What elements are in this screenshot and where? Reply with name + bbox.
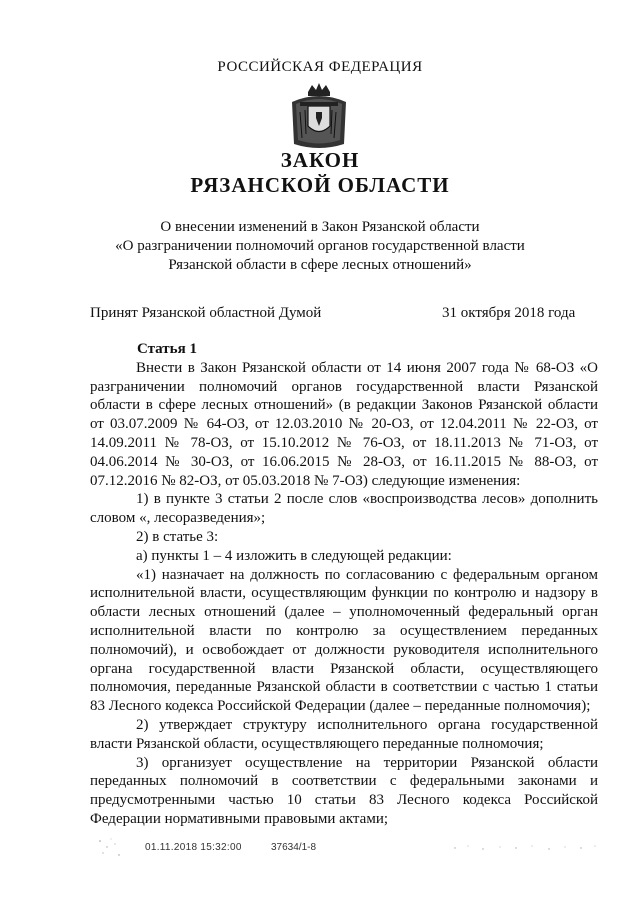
law-body — [90, 340, 598, 829]
paragraph: 2) утверждает структуру исполнительного органа государственной власти Рязанской области, осуществляющего переданные полномочия; — [90, 716, 598, 752]
country-heading: РОССИЙСКАЯ ФЕДЕРАЦИЯ — [217, 59, 423, 75]
adoption-date: 31 октября 2018 года — [442, 305, 576, 321]
subject-line2: «О разграничении полномочий органов государственной власти — [115, 238, 525, 254]
barcode-noise-icon — [450, 840, 600, 855]
subject-line3: Рязанской области в сфере лесных отношений» — [168, 257, 472, 273]
paragraph: 3) организует осуществление на территории Рязанской области переданных полномочий в соответствии с федеральными законами и предусмотренными частью 10 статьи 83 Лесного кодекса Российской Федерации нормативными правовыми актами; — [90, 754, 598, 827]
footer-timestamp: 01.11.2018 15:32:00 — [145, 842, 242, 853]
adopted-by: Принят Рязанской областной Думой — [90, 305, 322, 321]
law-title-line2: РЯЗАНСКОЙ ОБЛАСТИ — [190, 173, 450, 197]
paragraph: а) пункты 1 – 4 изложить в следующей редакции: — [136, 547, 452, 564]
paragraph: 1) в пункте 3 статьи 2 после слов «воспроизводства лесов» дополнить словом «, лесоразведения»; — [90, 491, 598, 527]
footer-doc-number: 37634/1-8 — [271, 842, 317, 853]
subject-line1: О внесении изменений в Закон Рязанской области — [160, 219, 480, 235]
law-title — [0, 148, 640, 198]
paragraph: 2) в статье 3: — [136, 528, 219, 545]
law-title-line1: ЗАКОН — [280, 148, 360, 172]
article-title: Статья 1 — [137, 341, 197, 357]
scan-noise-icon — [95, 835, 125, 860]
law-subject — [0, 218, 640, 275]
coat-of-arms-emblem-icon — [286, 82, 352, 152]
paragraph: Внести в Закон Рязанской области от 14 июня 2007 года № 68-ОЗ «О разграничении полномочий органов государственной власти Рязанской области в сфере лесных отношений» (в редакции Законов Рязанской области от 03.07.2009 № 64-ОЗ, от 12.03.2010 № 20-ОЗ, от 12.04.2011 № 22-ОЗ, от 14.09.2011 № 78-ОЗ, от 15.10.2012 № 76-ОЗ, от 18.11.2013 № 71-ОЗ, от 04.06.2014 № 30-ОЗ, от 16.06.2015 № 28-ОЗ, от 16.11.2015 № 88-ОЗ, от 07.12.2016 № 82-ОЗ, от 05.03.2018 № 7-ОЗ) следующие изменения: — [90, 359, 598, 489]
paragraph: «1) назначает на должность по согласованию с федеральным органом исполнительной власти, осуществляющим функции по контролю и надзору в области лесных отношений (далее – уполномоченный федеральный орган исполнительной власти по контролю за осуществлением переданных полномочий), и освобождает от должности руководителя исполнительного органа государственной власти Рязанской области, осуществляющего полномочия, переданные Рязанской области в соответствии с частью 1 статьи 83 Лесного кодекса Российской Федерации (далее – переданные полномочия); — [90, 566, 598, 715]
